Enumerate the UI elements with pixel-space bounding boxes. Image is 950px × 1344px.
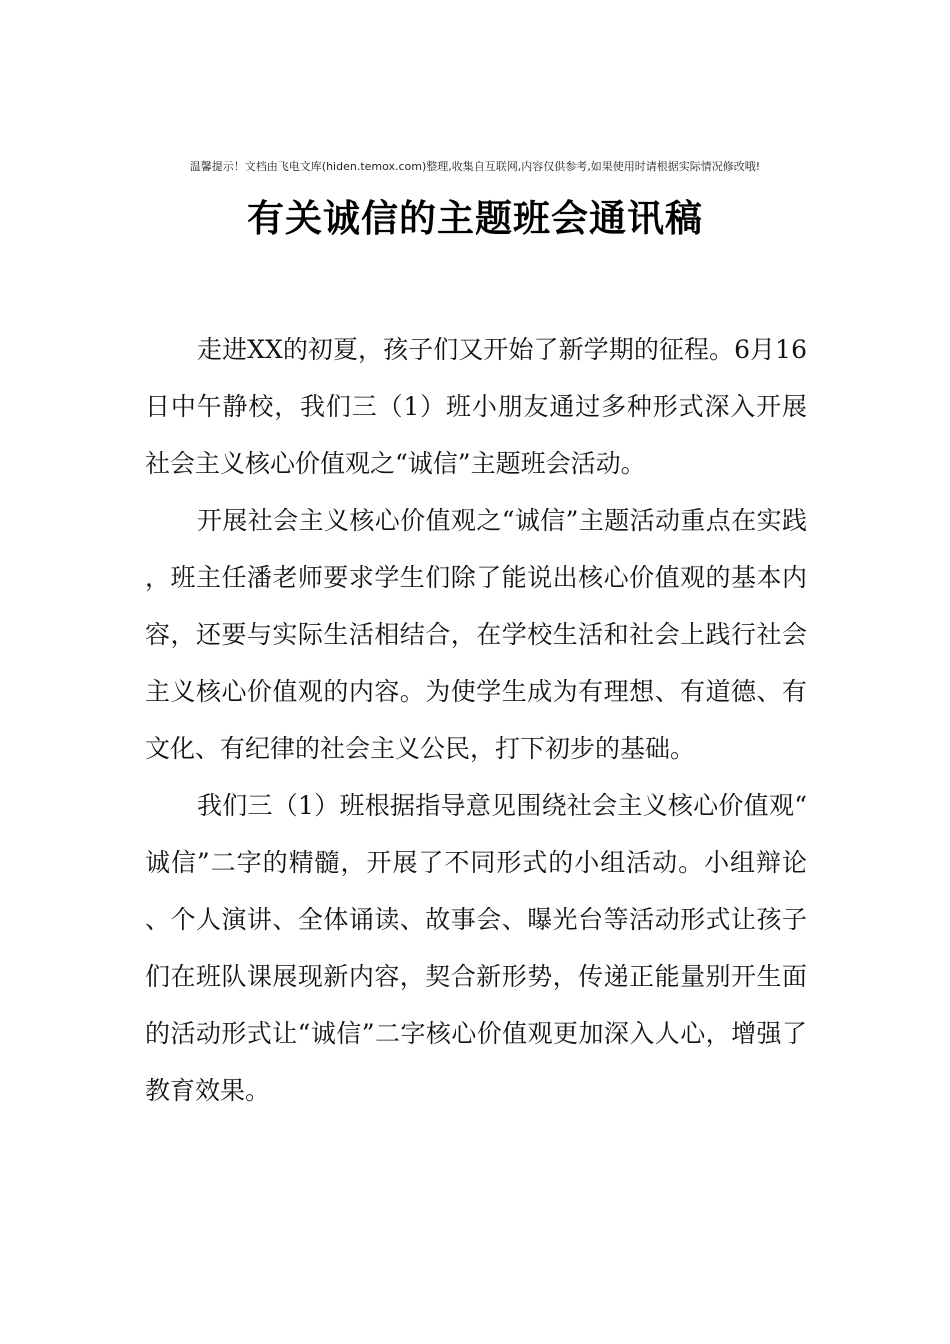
document-body: [145, 321, 807, 1119]
paragraph-1: 走进XX的初夏，孩子们又开始了新学期的征程。6月16日中午静校，我们三（1）班小朋友通过多种形式深入开展社会主义核心价值观之“诚信”主题班会活动。: [145, 335, 807, 478]
paragraph-3: 我们三（1）班根据指导意见围绕社会主义核心价值观“诚信”二字的精髓，开展了不同形式的小组活动。小组辩论、个人演讲、全体诵读、故事会、曝光台等活动形式让孩子们在班队课展现新内容，契合新形势，传递正能量别开生面的活动形式让“诚信”二字核心价值观更加深入人心，增强了教育效果。: [145, 791, 807, 1105]
source-notice: 温馨提示！文档由飞电文库(hiden.temox.com)整理,收集自互联网,内容仅供参考,如果使用时请根据实际情况修改哦!: [189, 160, 761, 173]
document-title: 有关诚信的主题班会通讯稿: [247, 197, 703, 240]
paragraph-2: 开展社会主义核心价值观之“诚信”主题活动重点在实践，班主任潘老师要求学生们除了能说出核心价值观的基本内容，还要与实际生活相结合，在学校生活和社会上践行社会主义核心价值观的内容。为使学生成为有理想、有道德、有文化、有纪律的社会主义公民，打下初步的基础。: [145, 506, 807, 763]
